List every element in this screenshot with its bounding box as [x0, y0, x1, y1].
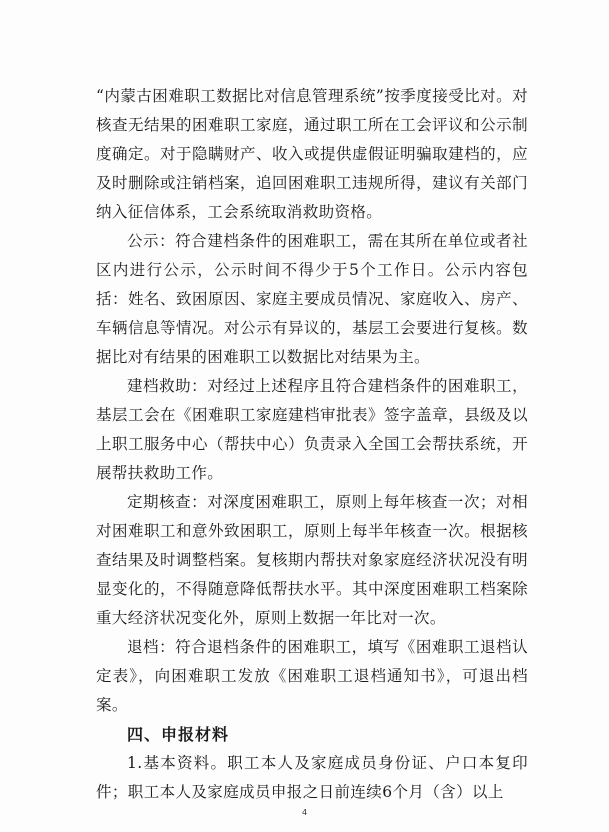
- paragraph-archive-assistance: 建档救助：对经过上述程序且符合建档条件的困难职工，基层工会在《困难职工家庭建档审批表》签字盖章，县级及以上职工服务中心（帮扶中心）负责录入全国工会帮扶系统，开展帮扶救助工作。: [96, 377, 528, 482]
- section-heading-application-materials: 四、申报材料: [127, 725, 230, 744]
- document-body: [96, 82, 528, 807]
- paragraph-publicity: 公示：符合建档条件的困难职工，需在其所在单位或者社区内进行公示，公示时间不得少于5个工作日。公示内容包括：姓名、致困原因、家庭主要成员情况、家庭收入、房产、车辆信息等情况。对公示有异议的，基层工会要进行复核。数据比对有结果的困难职工以数据比对结果为主。: [96, 232, 528, 366]
- paragraph-system-comparison: “内蒙古困难职工数据比对信息管理系统”按季度接受比对。对核查无结果的困难职工家庭，通过职工所在工会评议和公示制度确定。对于隐瞒财产、收入或提供虚假证明骗取建档的，应及时删除或注销档案，追回困难职工违规所得，建议有关部门纳入征信体系，工会系统取消救助资格。: [96, 87, 528, 221]
- paragraph-archive-withdrawal: 退档：符合退档条件的困难职工，填写《困难职工退档认定表》，向困难职工发放《困难职工退档通知书》，可退出档案。: [96, 638, 528, 714]
- paragraph-basic-materials: 1.基本资料。职工本人及家庭成员身份证、户口本复印件；职工本人及家庭成员申报之日前连续6个月（含）以上: [96, 754, 528, 801]
- page-number: 4: [301, 808, 308, 817]
- paragraph-periodic-review: 定期核查：对深度困难职工，原则上每年核查一次；对相对困难职工和意外致困职工，原则上每半年核查一次。根据核查结果及时调整档案。复核期内帮扶对象家庭经济状况没有明显变化的，不得随意降低帮扶水平。其中深度困难职工档案除重大经济状况变化外，原则上数据一年比对一次。: [96, 493, 528, 627]
